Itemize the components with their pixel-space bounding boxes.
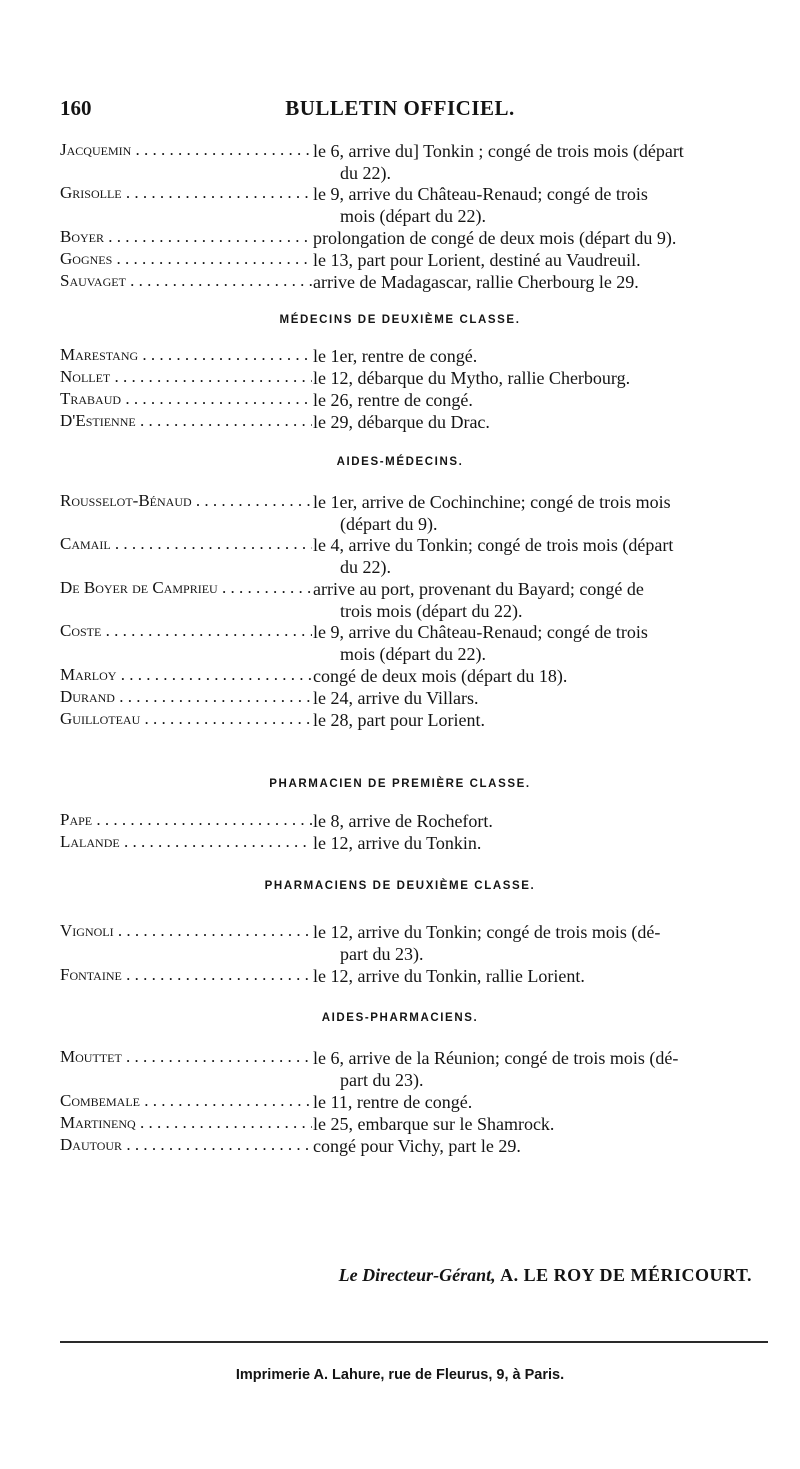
entry-text <box>313 249 768 271</box>
entry-line: le 8, arrive de Rochefort. <box>313 811 493 831</box>
entry-text <box>313 1135 768 1157</box>
entry-text <box>313 534 768 578</box>
entry-name: Camail . . . <box>60 534 312 554</box>
entry-text <box>313 1091 768 1113</box>
entry-name: D'Estienne . . . <box>60 411 312 431</box>
entry-line: le 12, arrive du Tonkin; congé de trois mois (dé- <box>313 922 661 942</box>
entry-text <box>313 1113 768 1135</box>
entry-line: le 12, arrive du Tonkin. <box>313 833 482 853</box>
signature-name: A. LE ROY DE MÉRICOURT. <box>500 1265 752 1285</box>
section-heading: PHARMACIENS DE DEUXIÈME CLASSE. <box>264 880 536 892</box>
entry-text <box>313 709 768 731</box>
entry-line: le 29, débarque du Drac. <box>313 412 490 432</box>
entry-text <box>313 183 768 227</box>
entry-text <box>313 965 768 987</box>
entry-name: Martinenq . . . <box>60 1113 312 1133</box>
entry-text <box>313 578 768 622</box>
entry-line: trois mois (départ du 22). <box>340 601 523 621</box>
entry-line: congé de deux mois (départ du 18). <box>313 666 568 686</box>
entry-name: Dautour . . . <box>60 1135 312 1155</box>
entry-line: le 9, arrive du Château-Renaud; congé de trois <box>313 622 648 642</box>
entry-line: le 6, arrive du] Tonkin ; congé de trois mois (départ <box>313 141 684 161</box>
entry-line: prolongation de congé de deux mois (départ du 9). <box>313 228 677 248</box>
page-header <box>60 96 740 126</box>
entry-line: le 25, embarque sur le Shamrock. <box>313 1114 555 1134</box>
entry-text <box>313 832 768 854</box>
section-heading: PHARMACIEN DE PREMIÈRE CLASSE. <box>269 778 531 790</box>
entry-line: le 1er, arrive de Cochinchine; congé de trois mois <box>313 492 671 512</box>
entry-text <box>313 687 768 709</box>
entry-name: Jacquemin . . . <box>60 140 312 160</box>
entry-line: le 9, arrive du Château-Renaud; congé de trois <box>313 184 648 204</box>
entry-name: Pape . . . <box>60 810 312 830</box>
entry-text <box>313 1047 768 1091</box>
entry-name: Combemale . . . <box>60 1091 312 1111</box>
entry-line: le 12, débarque du Mytho, rallie Cherbourg. <box>313 368 631 388</box>
section-heading: AIDES-MÉDECINS. <box>336 456 464 468</box>
entry-text <box>313 271 768 293</box>
entry-name: Lalande . . . <box>60 832 312 852</box>
entry-text <box>313 367 768 389</box>
entry-line: le 11, rentre de congé. <box>313 1092 473 1112</box>
entry-name: Marloy . . . <box>60 665 312 685</box>
entry-text <box>313 389 768 411</box>
entry-line: le 13, part pour Lorient, destiné au Vaudreuil. <box>313 250 641 270</box>
entry-text <box>313 227 768 249</box>
entry-line: du 22). <box>340 557 391 577</box>
entry-name: Grisolle . . . <box>60 183 312 203</box>
entry-text <box>313 810 768 832</box>
signature <box>0 1265 752 1286</box>
entry-name: Fontaine . . . <box>60 965 312 985</box>
entry-name: Trabaud . . . <box>60 389 312 409</box>
entry-line: (départ du 9). <box>340 514 438 534</box>
entry-name: Gognes . . . <box>60 249 312 269</box>
entry-name: Guilloteau . . . <box>60 709 312 729</box>
entry-line: part du 23). <box>340 1070 424 1090</box>
section-heading: MÉDECINS DE DEUXIÈME CLASSE. <box>279 314 521 326</box>
entry-line: le 26, rentre de congé. <box>313 390 473 410</box>
entry-name: De Boyer de Camprieu . . . <box>60 578 312 598</box>
entry-text <box>313 665 768 687</box>
entry-text <box>313 140 768 184</box>
entry-name: Vignoli . . . <box>60 921 312 941</box>
section-heading: AIDES-PHARMACIENS. <box>321 1012 479 1024</box>
entry-line: le 6, arrive de la Réunion; congé de trois mois (dé- <box>313 1048 679 1068</box>
imprint: Imprimerie A. Lahure, rue de Fleurus, 9, à Paris. <box>235 1367 565 1383</box>
entry-line: du 22). <box>340 163 391 183</box>
entry-line: le 12, arrive du Tonkin, rallie Lorient. <box>313 966 585 986</box>
entry-line: arrive de Madagascar, rallie Cherbourg le 29. <box>313 272 639 292</box>
entry-name: Durand . . . <box>60 687 312 707</box>
footer-rule <box>60 1341 768 1343</box>
entry-line: le 28, part pour Lorient. <box>313 710 485 730</box>
entry-line: mois (départ du 22). <box>340 644 486 664</box>
entry-text <box>313 921 768 965</box>
bulletin-title: BULLETIN OFFICIEL. <box>285 96 515 120</box>
entry-name: Boyer . . . <box>60 227 312 247</box>
entry-line: arrive au port, provenant du Bayard; congé de <box>313 579 644 599</box>
entry-line: le 1er, rentre de congé. <box>313 346 478 366</box>
entry-name: Nollet . . . <box>60 367 312 387</box>
entry-name: Sauvaget . . . <box>60 271 312 291</box>
entry-name: Rousselot-Bénaud . . . <box>60 491 312 511</box>
page-number: 160 <box>60 96 92 120</box>
entry-name: Coste . . . <box>60 621 312 641</box>
entry-line: le 24, arrive du Villars. <box>313 688 479 708</box>
entry-name: Marestang . . . <box>60 345 312 365</box>
entry-line: part du 23). <box>340 944 424 964</box>
entry-line: le 4, arrive du Tonkin; congé de trois mois (départ <box>313 535 674 555</box>
entry-line: congé pour Vichy, part le 29. <box>313 1136 521 1156</box>
entry-text <box>313 621 768 665</box>
entry-name: Mouttet . . . <box>60 1047 312 1067</box>
entry-line: mois (départ du 22). <box>340 206 486 226</box>
entry-text <box>313 411 768 433</box>
entry-text <box>313 491 768 535</box>
entry-text <box>313 345 768 367</box>
signature-label: Le Directeur-Gérant, <box>338 1265 496 1285</box>
